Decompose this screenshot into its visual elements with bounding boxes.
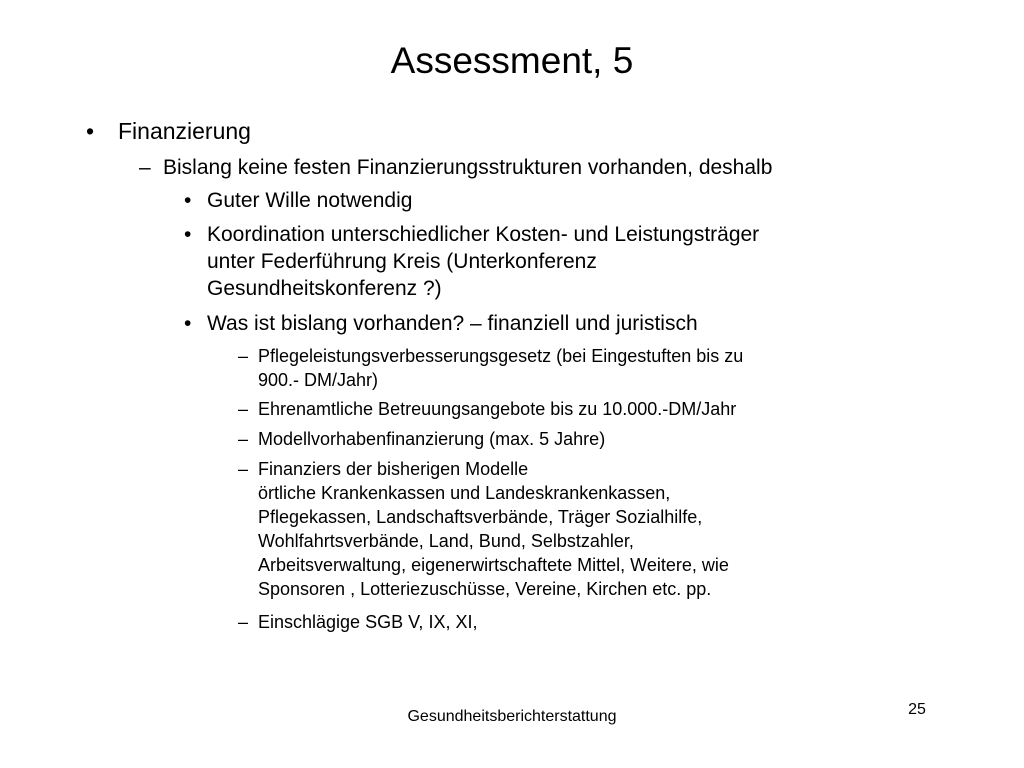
dash-marker: – [238,399,249,419]
subbullet-text-block [258,344,743,392]
bullet-text-block [207,221,759,302]
subbullet-text: Ehrenamtliche Betreuungsangebote bis zu 10.000.-DM/Jahr [258,399,737,419]
dash-marker: – [238,612,249,632]
subbullet-text: Bislang keine festen Finanzierungsstrukturen vorhanden, deshalb [163,156,773,179]
bullet-text-line: unter Federführung Kreis (Unterkonferenz [207,250,597,273]
subbullet-text-line: Sponsoren , Lotteriezuschüsse, Vereine, Kirchen etc. pp. [258,579,712,599]
subbullet-text-line: Pflegekassen, Landschaftsverbände, Träger Sozialhilfe, [258,507,703,527]
slide-title: Assessment, 5 [390,40,634,81]
subbullet-text-line: örtliche Krankenkassen und Landeskrankenkassen, [258,483,671,503]
subbullet-text-line: Finanziers der bisherigen Modelle [258,459,529,479]
dash-marker: – [238,459,249,479]
subbullet-text-block [258,457,729,601]
subbullet-text-line: Wohlfahrtsverbände, Land, Bund, Selbstzahler, [258,531,634,551]
bullet-marker: • [184,312,192,335]
bullet-text-line: Koordination unterschiedlicher Kosten- und Leistungsträger [207,223,760,246]
bullet-text: Finanzierung [118,118,251,144]
bullet-text-line: Gesundheitskonferenz ?) [207,277,442,300]
subbullet-text-line: Arbeitsverwaltung, eigenerwirtschaftete Mittel, Weitere, wie [258,555,729,575]
subbullet-text: Modellvorhabenfinanzierung (max. 5 Jahre) [258,429,606,449]
bullet-text: Was ist bislang vorhanden? – finanziell und juristisch [207,312,698,335]
slide-footer: Gesundheitsberichterstattung [407,708,617,725]
dash-marker: – [238,429,249,449]
dash-marker: – [139,156,151,179]
subbullet-text-line: Pflegeleistungsverbesserungsgesetz (bei Eingestuften bis zu [258,346,744,366]
page-number: 25 [908,701,926,718]
subbullet-text-line: 900.- DM/Jahr) [258,370,379,390]
subbullet-text: Einschlägige SGB V, IX, XI, [258,612,478,632]
dash-marker: – [238,346,249,366]
bullet-marker: • [184,189,192,212]
bullet-text: Guter Wille notwendig [207,189,413,212]
bullet-marker: • [184,223,192,246]
bullet-marker: • [86,118,95,144]
